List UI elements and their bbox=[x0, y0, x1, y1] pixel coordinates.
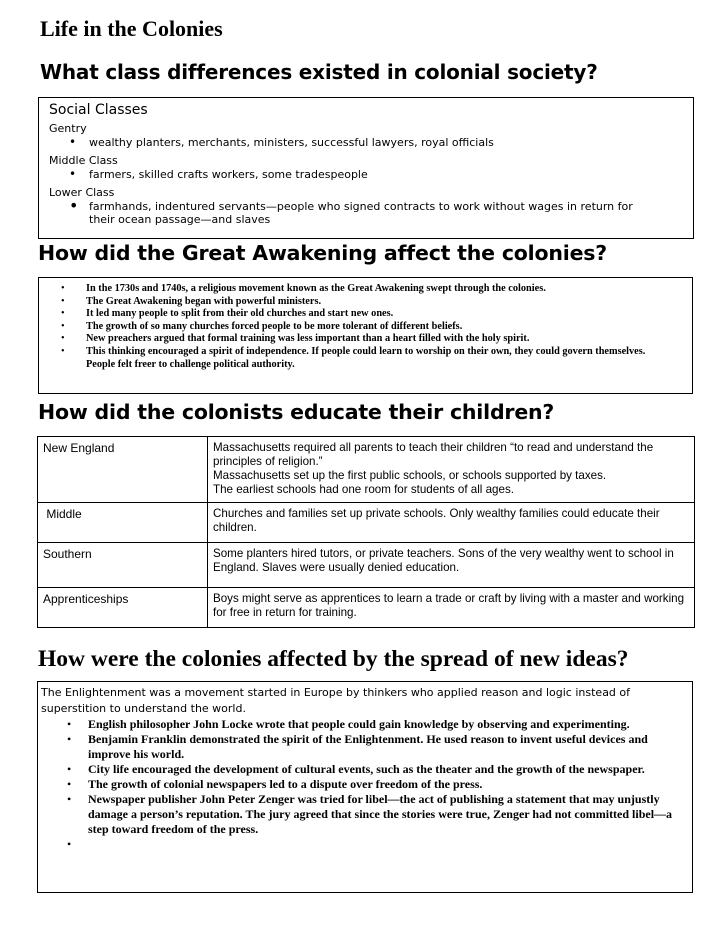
region-cell: Southern bbox=[38, 543, 208, 588]
bullet-icon: • bbox=[61, 295, 65, 307]
list-item: • The growth of colonial newspapers led to a dispute over freedom of the press. bbox=[67, 777, 483, 791]
great-awakening-box bbox=[38, 277, 693, 394]
social-classes-box bbox=[38, 97, 694, 239]
list-item: • The growth of so many churches forced people to be more tolerant of different beliefs. bbox=[61, 320, 463, 332]
section1-heading: What class differences existed in colonial society? bbox=[40, 60, 598, 84]
social-classes-title: Social Classes bbox=[49, 102, 148, 118]
enlightenment-box bbox=[37, 681, 693, 893]
region-cell: Apprenticeships bbox=[38, 588, 208, 628]
bullet-icon: • bbox=[67, 837, 72, 851]
bullet-icon: • bbox=[69, 135, 77, 149]
table-row bbox=[38, 437, 695, 503]
list-item bbox=[41, 837, 692, 852]
document-title: Life in the Colonies bbox=[40, 16, 223, 41]
bullet-icon: • bbox=[67, 717, 72, 731]
bullet-icon: • bbox=[61, 283, 65, 294]
description-cell: Boys might serve as apprentices to learn a trade or craft by living with a master and working for free in return for training. bbox=[208, 588, 695, 628]
table-row bbox=[38, 503, 695, 543]
class-label-middle: Middle Class bbox=[49, 154, 118, 167]
bullet-icon: • bbox=[61, 345, 65, 357]
enlightenment-intro: The Enlightenment was a movement started in Europe by thinkers who applied reason and logic instead of superstition to understand the world. bbox=[41, 686, 631, 715]
list-item: • English philosopher John Locke wrote that people could gain knowledge by observing and experimenting. bbox=[67, 717, 630, 731]
list-item: • In the 1730s and 1740s, a religious movement known as the Great Awakening swept through the colonies. bbox=[61, 283, 546, 294]
bullet-icon: • bbox=[61, 308, 65, 320]
description-cell: Churches and families set up private schools. Only wealthy families could educate their children. bbox=[208, 503, 695, 543]
section4-heading: How were the colonies affected by the spread of new ideas? bbox=[38, 646, 629, 672]
bullet-icon: • bbox=[67, 792, 72, 806]
region-cell: Middle bbox=[38, 503, 208, 543]
section3-heading: How did the colonists educate their children? bbox=[38, 400, 555, 424]
bullet-icon: • bbox=[69, 196, 79, 215]
bullet-icon: • bbox=[67, 777, 72, 791]
class-item: • farmers, skilled crafts workers, some tradespeople bbox=[69, 167, 368, 181]
list-item: • New preachers argued that formal training was less important than a heart filled with the holy spirit. bbox=[61, 333, 530, 345]
list-item: • It led many people to split from their old churches and start new ones. bbox=[61, 308, 394, 320]
class-item: • farmhands, indentured servants—people who signed contracts to work without wages in return for their ocean passage—and slaves bbox=[69, 196, 633, 226]
bullet-icon: • bbox=[67, 762, 72, 776]
table-row bbox=[38, 543, 695, 588]
class-item: • wealthy planters, merchants, ministers, successful lawyers, royal officials bbox=[69, 135, 494, 149]
bullet-icon: • bbox=[61, 333, 65, 345]
bullet-icon: • bbox=[69, 167, 77, 181]
table-row bbox=[38, 588, 695, 628]
region-cell: New England bbox=[38, 437, 208, 503]
bullet-icon: • bbox=[61, 320, 65, 332]
class-label-lower: Lower Class bbox=[49, 186, 115, 199]
description-cell: Massachusetts required all parents to teach their children “to read and understand the principles of religion.” Massachusetts set up the first public schools, or schools supported by taxes. The earliest schools had one room for students of all ages. bbox=[208, 437, 695, 503]
education-table bbox=[37, 436, 695, 628]
list-item: • Newspaper publisher John Peter Zenger was tried for libel—the act of publishing a statement that may unjustly damage a person’s reputation. The jury agreed that since the stories were true, Zenger had not committed libel—a step toward freedom of the press. bbox=[67, 792, 673, 836]
description-cell: Some planters hired tutors, or private teachers. Sons of the very wealthy went to school in England. Slaves were usually denied education. bbox=[208, 543, 695, 588]
bullet-icon: • bbox=[67, 732, 72, 746]
section2-heading: How did the Great Awakening affect the colonies? bbox=[38, 241, 607, 265]
list-item: • City life encouraged the development of cultural events, such as the theater and the growth of the newspaper. bbox=[67, 762, 645, 776]
list-item: • This thinking encouraged a spirit of independence. If people could learn to worship on their own, they could govern themselves. People felt freer to challenge political authority. bbox=[61, 345, 646, 370]
list-item: • Benjamin Franklin demonstrated the spirit of the Enlightenment. He used reason to invent useful devices and improve his world. bbox=[67, 732, 648, 761]
list-item: • The Great Awakening began with powerful ministers. bbox=[61, 295, 322, 307]
class-label-gentry: Gentry bbox=[49, 122, 87, 135]
